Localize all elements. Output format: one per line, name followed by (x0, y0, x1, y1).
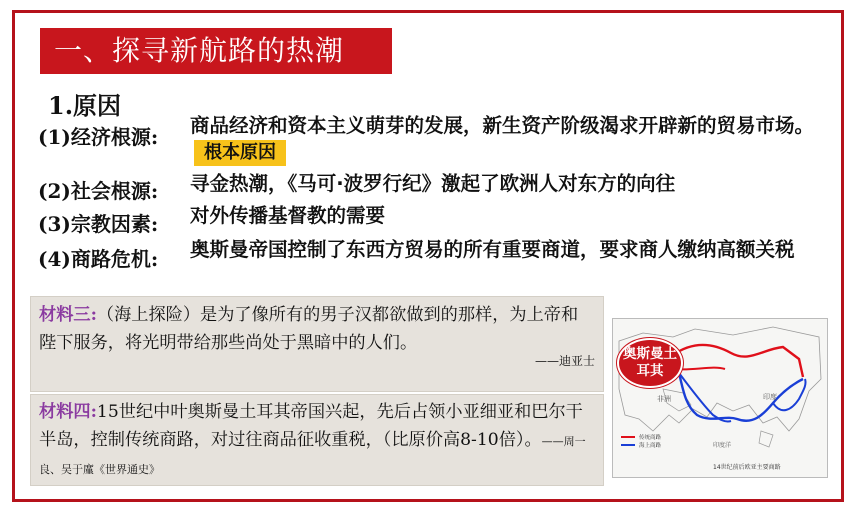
map-label-indian-ocean: 印度洋 (713, 442, 732, 449)
cause-text-religious: 对外传播基督教的需要 (190, 204, 386, 227)
material-three-text: （海上探险）是为了像所有的男子汉都欲做到的那样，为上帝和陛下服务，将光明带给那些尚处于黑暗中的人们。 (39, 305, 579, 353)
slide-heading: 一、探寻新航路的热潮 (40, 28, 392, 74)
cause-label-social: (2)社会根源: (38, 179, 159, 203)
cause-label-economic: (1)经济根源: (38, 125, 159, 149)
section-title: 1.原因 (48, 91, 122, 120)
material-three-label: 材料三: (39, 305, 97, 325)
legend-sea-label: 海上商路 (639, 443, 662, 449)
cause-text-economic (190, 112, 818, 168)
material-four-source: ——周一良、吴于廑《世界通史》 (39, 434, 586, 476)
material-four-text: 15世纪中叶奥斯曼土耳其帝国兴起，先后占领小亚细亚和巴尔干半岛，控制传统商路，对过往商品征收重税，（比原价高8-10倍）。 (39, 402, 583, 450)
legend-land-label: 传统商路 (639, 435, 662, 441)
map-label-africa: 非洲 (657, 395, 671, 403)
material-three-box (30, 296, 604, 392)
root-cause-badge: 根本原因 (194, 140, 286, 166)
land-route-line (673, 345, 803, 377)
material-four-box (30, 394, 604, 486)
cause-label-trade-route: (4)商路危机: (38, 247, 159, 271)
cause-text-trade-route: 奥斯曼帝国控制了东西方贸易的所有重要商道，要求商人缴纳高额关税 (190, 238, 795, 261)
cause-text-social: 寻金热潮，《马可·波罗行纪》激起了欧洲人对东方的向往 (190, 172, 676, 195)
material-three-source: ——迪亚士 (534, 354, 595, 368)
map-label-india: 印度 (763, 393, 777, 401)
cause-economic-body: 商品经济和资本主义萌芽的发展，新生资产阶级渴求开辟新的贸易市场。 (190, 114, 815, 137)
material-four-label: 材料四: (39, 402, 97, 422)
map-caption: 14世纪前后欧亚主要商路 (713, 464, 781, 471)
cause-label-religious: (3)宗教因素: (38, 212, 159, 236)
ottoman-badge: 奥斯曼土耳其 (617, 338, 683, 388)
